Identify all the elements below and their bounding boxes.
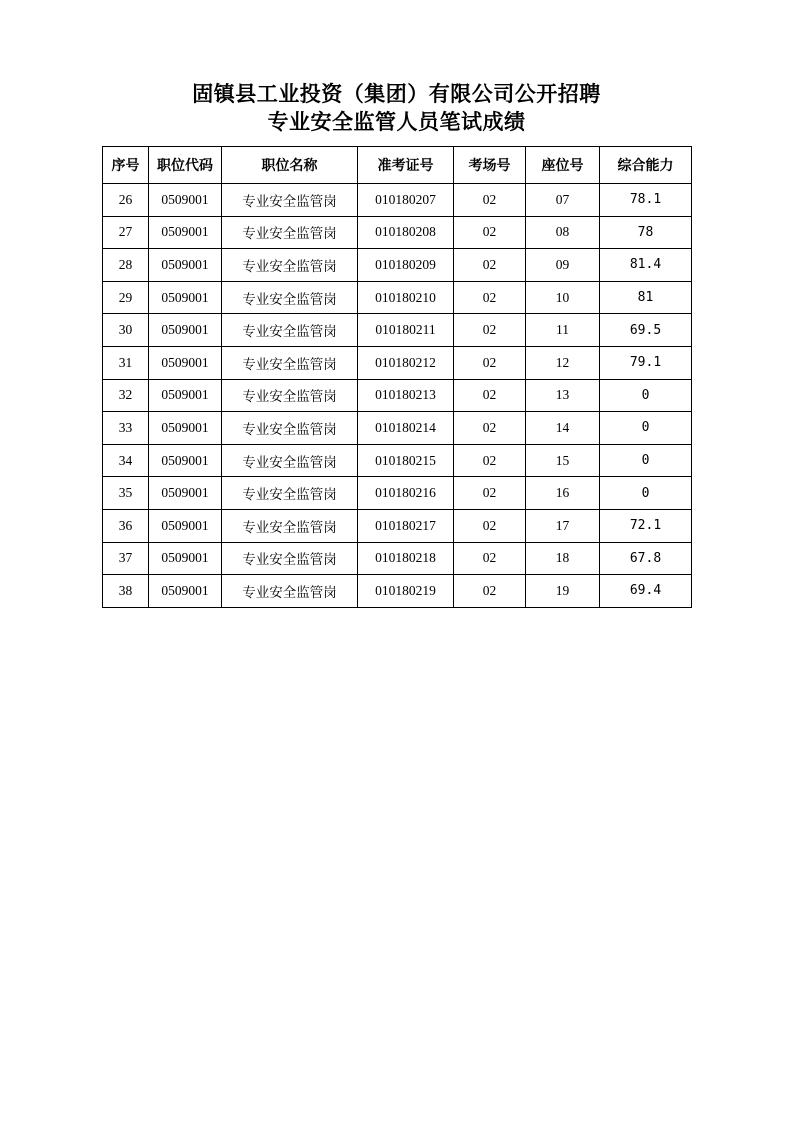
cell-score: 81.4 xyxy=(600,249,692,282)
header-seq: 序号 xyxy=(103,147,149,184)
cell-seq: 35 xyxy=(103,477,149,510)
cell-position-code: 0509001 xyxy=(149,379,222,412)
cell-position-name: 专业安全监管岗 xyxy=(222,216,358,249)
cell-position-code: 0509001 xyxy=(149,249,222,282)
cell-ticket-number: 010180211 xyxy=(358,314,454,347)
cell-seat-number: 08 xyxy=(526,216,600,249)
cell-position-code: 0509001 xyxy=(149,281,222,314)
cell-seat-number: 10 xyxy=(526,281,600,314)
cell-exam-room: 02 xyxy=(454,542,526,575)
header-ticket-number: 准考证号 xyxy=(358,147,454,184)
cell-seq: 29 xyxy=(103,281,149,314)
cell-exam-room: 02 xyxy=(454,412,526,445)
cell-position-name: 专业安全监管岗 xyxy=(222,379,358,412)
cell-seat-number: 07 xyxy=(526,184,600,217)
header-position-code: 职位代码 xyxy=(149,147,222,184)
cell-seat-number: 15 xyxy=(526,444,600,477)
table-row xyxy=(103,412,692,445)
header-seat-number: 座位号 xyxy=(526,147,600,184)
cell-position-code: 0509001 xyxy=(149,477,222,510)
cell-seat-number: 13 xyxy=(526,379,600,412)
cell-seq: 26 xyxy=(103,184,149,217)
cell-seat-number: 17 xyxy=(526,509,600,542)
cell-exam-room: 02 xyxy=(454,314,526,347)
cell-exam-room: 02 xyxy=(454,379,526,412)
title-line-1: 固镇县工业投资（集团）有限公司公开招聘 xyxy=(192,81,601,106)
cell-position-code: 0509001 xyxy=(149,509,222,542)
cell-position-name: 专业安全监管岗 xyxy=(222,477,358,510)
cell-score: 0 xyxy=(600,477,692,510)
cell-seq: 27 xyxy=(103,216,149,249)
cell-exam-room: 02 xyxy=(454,216,526,249)
cell-ticket-number: 010180212 xyxy=(358,346,454,379)
cell-position-name: 专业安全监管岗 xyxy=(222,444,358,477)
cell-position-name: 专业安全监管岗 xyxy=(222,314,358,347)
cell-ticket-number: 010180207 xyxy=(358,184,454,217)
cell-position-name: 专业安全监管岗 xyxy=(222,184,358,217)
cell-ticket-number: 010180213 xyxy=(358,379,454,412)
cell-ticket-number: 010180218 xyxy=(358,542,454,575)
table-row xyxy=(103,281,692,314)
table-row xyxy=(103,509,692,542)
scores-table xyxy=(102,146,692,608)
cell-seq: 33 xyxy=(103,412,149,445)
cell-score: 78 xyxy=(600,216,692,249)
cell-score: 81 xyxy=(600,281,692,314)
table-row xyxy=(103,314,692,347)
cell-position-code: 0509001 xyxy=(149,314,222,347)
cell-seq: 36 xyxy=(103,509,149,542)
cell-position-code: 0509001 xyxy=(149,184,222,217)
cell-position-code: 0509001 xyxy=(149,444,222,477)
table-row xyxy=(103,477,692,510)
cell-score: 69.5 xyxy=(600,314,692,347)
cell-score: 0 xyxy=(600,412,692,445)
cell-seat-number: 14 xyxy=(526,412,600,445)
cell-ticket-number: 010180209 xyxy=(358,249,454,282)
header-row xyxy=(103,147,692,184)
cell-ticket-number: 010180219 xyxy=(358,575,454,608)
cell-seat-number: 12 xyxy=(526,346,600,379)
cell-seq: 32 xyxy=(103,379,149,412)
cell-seat-number: 18 xyxy=(526,542,600,575)
cell-position-code: 0509001 xyxy=(149,346,222,379)
cell-score: 67.8 xyxy=(600,542,692,575)
cell-position-name: 专业安全监管岗 xyxy=(222,346,358,379)
cell-position-code: 0509001 xyxy=(149,412,222,445)
cell-seq: 38 xyxy=(103,575,149,608)
cell-position-name: 专业安全监管岗 xyxy=(222,249,358,282)
cell-seq: 28 xyxy=(103,249,149,282)
cell-ticket-number: 010180216 xyxy=(358,477,454,510)
cell-position-code: 0509001 xyxy=(149,542,222,575)
cell-ticket-number: 010180217 xyxy=(358,509,454,542)
cell-position-code: 0509001 xyxy=(149,575,222,608)
cell-seat-number: 11 xyxy=(526,314,600,347)
cell-exam-room: 02 xyxy=(454,281,526,314)
cell-ticket-number: 010180215 xyxy=(358,444,454,477)
cell-position-name: 专业安全监管岗 xyxy=(222,509,358,542)
table-body xyxy=(103,184,692,608)
cell-score: 79.1 xyxy=(600,346,692,379)
cell-ticket-number: 010180210 xyxy=(358,281,454,314)
header-exam-room: 考场号 xyxy=(454,147,526,184)
cell-seq: 34 xyxy=(103,444,149,477)
cell-position-name: 专业安全监管岗 xyxy=(222,281,358,314)
cell-exam-room: 02 xyxy=(454,184,526,217)
table-row xyxy=(103,542,692,575)
cell-position-name: 专业安全监管岗 xyxy=(222,412,358,445)
table-row xyxy=(103,216,692,249)
cell-exam-room: 02 xyxy=(454,346,526,379)
cell-seq: 31 xyxy=(103,346,149,379)
cell-position-code: 0509001 xyxy=(149,216,222,249)
cell-exam-room: 02 xyxy=(454,444,526,477)
cell-position-name: 专业安全监管岗 xyxy=(222,542,358,575)
table-row xyxy=(103,346,692,379)
table-row xyxy=(103,379,692,412)
cell-seat-number: 19 xyxy=(526,575,600,608)
header-position-name: 职位名称 xyxy=(222,147,358,184)
cell-score: 0 xyxy=(600,444,692,477)
cell-exam-room: 02 xyxy=(454,249,526,282)
document-title xyxy=(0,80,793,136)
cell-ticket-number: 010180208 xyxy=(358,216,454,249)
cell-score: 69.4 xyxy=(600,575,692,608)
cell-score: 72.1 xyxy=(600,509,692,542)
cell-seat-number: 16 xyxy=(526,477,600,510)
table-row xyxy=(103,444,692,477)
cell-score: 78.1 xyxy=(600,184,692,217)
cell-score: 0 xyxy=(600,379,692,412)
table-row xyxy=(103,184,692,217)
cell-exam-room: 02 xyxy=(454,477,526,510)
table-row xyxy=(103,249,692,282)
title-line-2: 专业安全监管人员笔试成绩 xyxy=(267,109,526,134)
cell-exam-room: 02 xyxy=(454,575,526,608)
cell-exam-room: 02 xyxy=(454,509,526,542)
table-row xyxy=(103,575,692,608)
cell-seq: 30 xyxy=(103,314,149,347)
cell-seat-number: 09 xyxy=(526,249,600,282)
header-score: 综合能力 xyxy=(600,147,692,184)
cell-position-name: 专业安全监管岗 xyxy=(222,575,358,608)
cell-seq: 37 xyxy=(103,542,149,575)
cell-ticket-number: 010180214 xyxy=(358,412,454,445)
